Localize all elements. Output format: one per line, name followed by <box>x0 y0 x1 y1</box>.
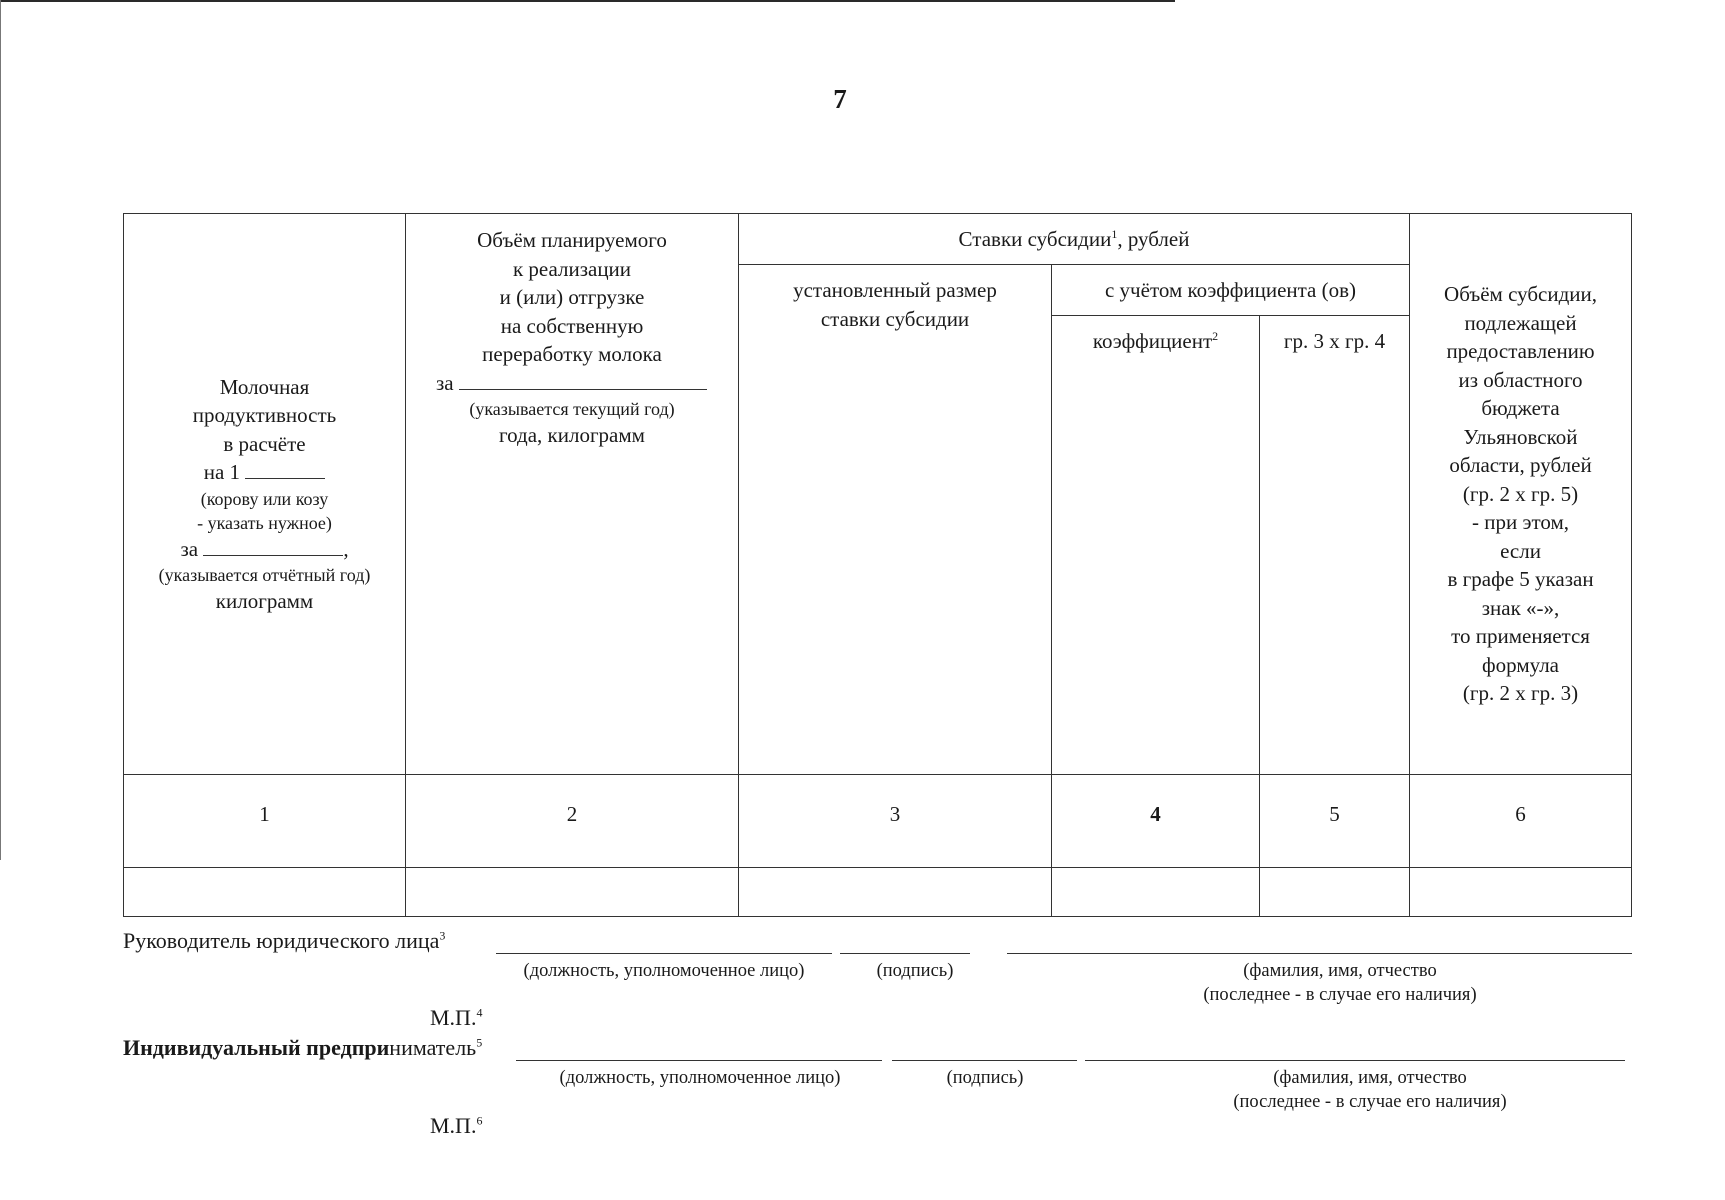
legal-signature-caption: (подпись) <box>876 961 954 981</box>
data-row <box>124 868 1632 917</box>
col6-header: Объём субсидии, подлежащей предоставлению из областного бюджета Ульяновской области, рублей (гр. 2 х гр. 5) - при этом, если в графе 5 указан знак «-», то применяется формула (гр. 2 х гр. 3) <box>1410 214 1632 775</box>
entrepreneur-name-line[interactable] <box>1085 1060 1625 1061</box>
col3-header: установленный размер ставки субсидии <box>739 265 1052 775</box>
column-numbers-row <box>124 775 1632 868</box>
data-cell[interactable] <box>1410 868 1632 917</box>
data-cell[interactable] <box>124 868 406 917</box>
data-cell[interactable] <box>406 868 739 917</box>
col-number: 3 <box>739 775 1052 868</box>
col-number: 5 <box>1260 775 1410 868</box>
col-number: 2 <box>406 775 739 868</box>
col-number: 6 <box>1410 775 1632 868</box>
entrepreneur-position-caption: (должность, уполномоченное лицо) <box>559 1068 841 1088</box>
page-number: 7 <box>833 84 847 114</box>
top-border-line <box>0 0 1175 2</box>
entrepreneur-stamp-label: М.П.$^6$ <box>430 1113 483 1138</box>
col-number: 4 <box>1052 775 1260 868</box>
entrepreneur-position-line[interactable] <box>516 1060 882 1061</box>
data-cell[interactable] <box>739 868 1052 917</box>
current-year-blank <box>459 371 707 390</box>
entrepreneur-signature-caption: (подпись) <box>946 1068 1024 1088</box>
legal-signature-line[interactable] <box>840 953 970 954</box>
entrepreneur-signature-line[interactable] <box>892 1060 1077 1061</box>
legal-position-line[interactable] <box>496 953 832 954</box>
coefficient-group-header: с учётом коэффициента (ов) <box>1052 265 1410 316</box>
legal-entity-label: Руководитель юридического лица$^3$ <box>123 928 446 953</box>
data-cell[interactable] <box>1052 868 1260 917</box>
col2-header: Объём планируемого к реализации и (или) отгрузке на собственную переработку молока за (указывается текущий год) года, килограмм <box>406 214 739 775</box>
legal-stamp-label: М.П.$^4$ <box>430 1005 483 1030</box>
subsidy-rates-header: Ставки субсидии$^1$, рублей <box>739 214 1410 265</box>
col1-header: Молочная продуктивность в расчёте на 1 (корову или козу - указать нужное) за , (указывается отчётный год) килограмм <box>124 214 406 775</box>
legal-name-caption: (фамилия, имя, отчество (последнее - в случае его наличия) <box>1203 961 1477 1005</box>
legal-position-caption: (должность, уполномоченное лицо) <box>523 961 805 981</box>
left-border-line <box>0 0 1 860</box>
cow-or-goat-blank <box>245 460 325 479</box>
entrepreneur-label: Индивидуальный предприниматель$^5$ <box>123 1035 483 1060</box>
legal-name-line[interactable] <box>1007 953 1632 954</box>
col4-header: коэффициент$^2$ <box>1052 316 1260 775</box>
reporting-year-blank <box>203 537 343 556</box>
subsidy-table <box>123 213 1632 917</box>
data-cell[interactable] <box>1260 868 1410 917</box>
col-number: 1 <box>124 775 406 868</box>
entrepreneur-name-caption: (фамилия, имя, отчество (последнее - в случае его наличия) <box>1233 1068 1507 1112</box>
col5-header: гр. 3 х гр. 4 <box>1260 316 1410 775</box>
